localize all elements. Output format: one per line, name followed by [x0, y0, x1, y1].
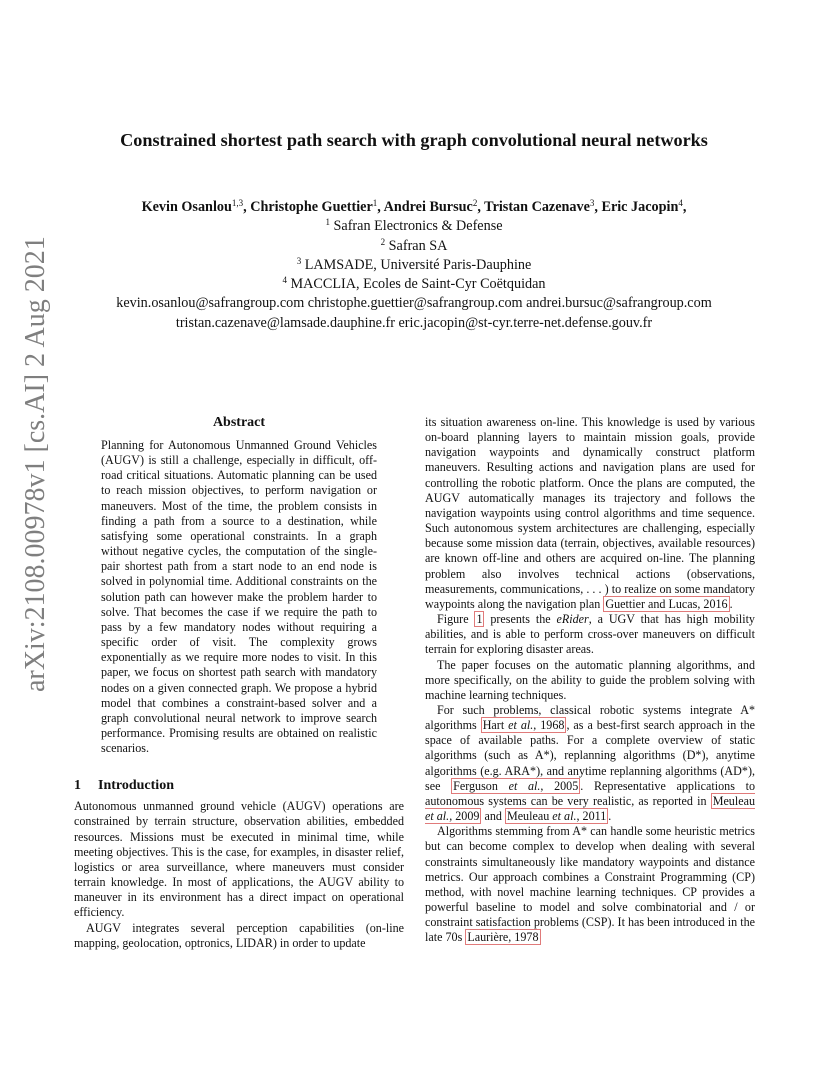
affiliation: [74, 275, 754, 294]
email-line: tristan.cazenave@lamsade.dauphine.fr eric.jacopin@st-cyr.terre-net.defense.gouv.fr: [175, 314, 653, 331]
affiliation-name: LAMSADE, Université Paris-Dauphine: [304, 256, 532, 273]
citation-etal: et al.: [508, 778, 541, 793]
author-affiliation-mark: 2: [472, 198, 478, 208]
author-separator: ,: [682, 199, 687, 215]
section-title: Introduction: [98, 778, 174, 794]
citation-link[interactable]: Guettier and Lucas, 2016: [605, 596, 728, 611]
author-name: Kevin Osanlou: [141, 199, 232, 215]
author-affiliation-mark: 4: [678, 198, 683, 208]
paper-title: Constrained shortest path search with graph convolutional neural networks: [120, 130, 708, 150]
affiliation: [74, 237, 754, 256]
citation-link[interactable]: [451, 778, 580, 794]
paragraph-text: Figure: [437, 612, 475, 627]
section-heading: [74, 777, 404, 795]
author-name: Tristan Cazenave: [484, 199, 590, 215]
affiliation: [74, 256, 754, 275]
citation-author: Meuleau: [506, 809, 553, 824]
citation-link[interactable]: [505, 808, 608, 824]
citation-author: Meuleau: [712, 793, 755, 808]
citation-year: , 2005: [540, 778, 579, 793]
paragraph-text: For such problems, classical robotic systems integrate A* algorithms: [425, 702, 755, 733]
author-affiliation-mark: 1: [372, 198, 378, 208]
paragraph-text: presents the: [484, 612, 557, 627]
paragraph: The paper focuses on the automatic planning algorithms, and more specifically, on the ability to guide the problem solving with machine learning techniques.: [425, 657, 755, 702]
emphasis: eRider: [556, 612, 589, 627]
figure-link[interactable]: 1: [476, 612, 483, 627]
right-column: [425, 415, 755, 945]
paragraph-text: . Representative applications to autonomous systems can be very realistic, as reported in: [425, 778, 755, 808]
paragraph: [425, 612, 755, 657]
citation-year: , 2011: [576, 809, 607, 824]
paragraph: [425, 703, 755, 824]
citation-year: , 2009: [449, 809, 480, 824]
author-separator: ,: [377, 199, 384, 215]
author-separator: ,: [243, 199, 251, 215]
citation-author: Ferguson: [453, 778, 509, 793]
citation-etal: et al.: [425, 809, 450, 824]
author-separator: ,: [594, 199, 602, 215]
section-number: 1: [74, 778, 81, 794]
abstract-heading: Abstract: [212, 415, 266, 430]
paragraph-text: , a UGV that has high mobility abilities, and is able to perform cross-over maneuvers on difficult terrain for exploring disaster areas.: [425, 612, 755, 657]
paragraph-text: Algorithms stemming from A* can handle some heuristic metrics but can become complex to develop when dealing with several constraints simultaneously like mandatory waypoints and distance metrics. Our approach combines a Constraint Programming (CP) method, with novel machine learning techniques. CP provides a powerful baseline to model and solve combinatorial and / or constraint satisfaction problems (CSP). It has been introduced in the late 70s: [425, 824, 755, 945]
citation-link[interactable]: [481, 717, 567, 733]
paragraph: Autonomous unmanned ground vehicle (AUGV) operations are constrained by terrain structure, observation abilities, embedded resources. Missions must be executed in minimal time, while meeting objectives. This is the case, for examples, in disaster relief, logistics or area surveillance, where maneuvers must consider terrain knowledge. In most of applications, the AUGV ability to maneuver in its environment has a direct impact on operational efficiency.: [74, 799, 404, 920]
affiliation-name: Safran Electronics & Defense: [333, 218, 503, 235]
paragraph-text: .: [608, 809, 612, 824]
affiliation-mark: 4: [282, 275, 287, 286]
affiliation-mark: 2: [380, 236, 386, 247]
author-separator: ,: [477, 199, 485, 215]
affiliation-mark: 3: [296, 255, 302, 266]
paragraph-text: .: [729, 596, 733, 611]
author-name: Christophe Guettier: [250, 199, 373, 215]
affiliation-mark: 1: [325, 217, 330, 228]
paragraph: [425, 824, 755, 945]
author-affiliation-mark: 3: [589, 198, 595, 208]
paragraph: AUGV integrates several perception capabilities (on-line mapping, geolocation, optronics, LIDAR) in order to update: [74, 920, 404, 950]
citation-etal: et al.: [552, 809, 577, 824]
abstract-text: Planning for Autonomous Unmanned Ground Vehicles (AUGV) is still a challenge, especially in difficult, off-road critical situations. Automatic planning can be used to reach mission objectives, to perform navigation or maneuvers. Most of the time, the problem consists in finding a path from a source to a destination, while satisfying some operational constraints. In a graph without negative cycles, the computation of the single-pair shortest path from a start node to an end node is solved in polynomial time. Additional constraints on the solution path can however make the problem harder to solve. That becomes the case if we require the path to pass by a few mandatory nodes without requiring a specific order of visit. The complexity grows exponentially as we require more nodes to visit. In this paper, we focus on shortest path search with mandatory nodes on a given connected graph. We propose a hybrid model that combines a constraint-based solver and a graph convolutional neural network to improve search performance. Promising results are obtained on realistic scenarios.: [101, 438, 377, 756]
left-column: [74, 413, 404, 951]
citation-author: Hart: [482, 718, 509, 733]
author-list: [74, 198, 754, 217]
paragraph-text: , as a best-first search approach in the space of available paths. For a complete overview of static algorithms (such as A*), replanning algorithms (D*), anytime algorithms (e.g. ARA*), and anytime replanning algorithms (AD*), see: [425, 718, 755, 793]
paragraph: [425, 415, 755, 612]
affiliation: [74, 217, 754, 236]
paragraph-text: its situation awareness on-line. This knowledge is used by various on-board planning layers to maintain mission goals, provide navigation waypoints and dynamically construct platform maneuvers. Resulting actions and navigation plans are used for controlling the robotic platform. Once the plans are computed, the AUGV automatically manages its trajectory and follows the navigation waypoints using control algorithms and time sequence. Such autonomous system architectures are challenging, especially because some mission data (terrain, objectives, available resources) are known off-line and others are acquired on-line. The planning problem also involves technical actions (observations, measurements, communications, . . . ) to realize on some mandatory waypoints along the navigation plan: [425, 415, 755, 611]
author-name: Andrei Bursuc: [383, 199, 473, 215]
affiliation-name: MACCLIA, Ecoles de Saint-Cyr Coëtquidan: [290, 276, 546, 293]
author-block: [74, 198, 754, 333]
author-affiliation-mark: 1,3: [231, 198, 244, 208]
citation-etal: et al.: [508, 718, 534, 733]
affiliation-name: Safran SA: [388, 237, 448, 254]
author-name: Eric Jacopin: [601, 199, 679, 215]
email-line: kevin.osanlou@safrangroup.com christophe.guettier@safrangroup.com andrei.bursuc@safrangroup.com: [116, 295, 712, 312]
paragraph-text: and: [481, 809, 505, 824]
citation-link[interactable]: Laurière, 1978: [467, 930, 539, 945]
arxiv-identifier: arXiv:2108.00978v1 [cs.AI] 2 Aug 2021: [20, 236, 51, 692]
citation-year: , 1968: [533, 718, 565, 733]
